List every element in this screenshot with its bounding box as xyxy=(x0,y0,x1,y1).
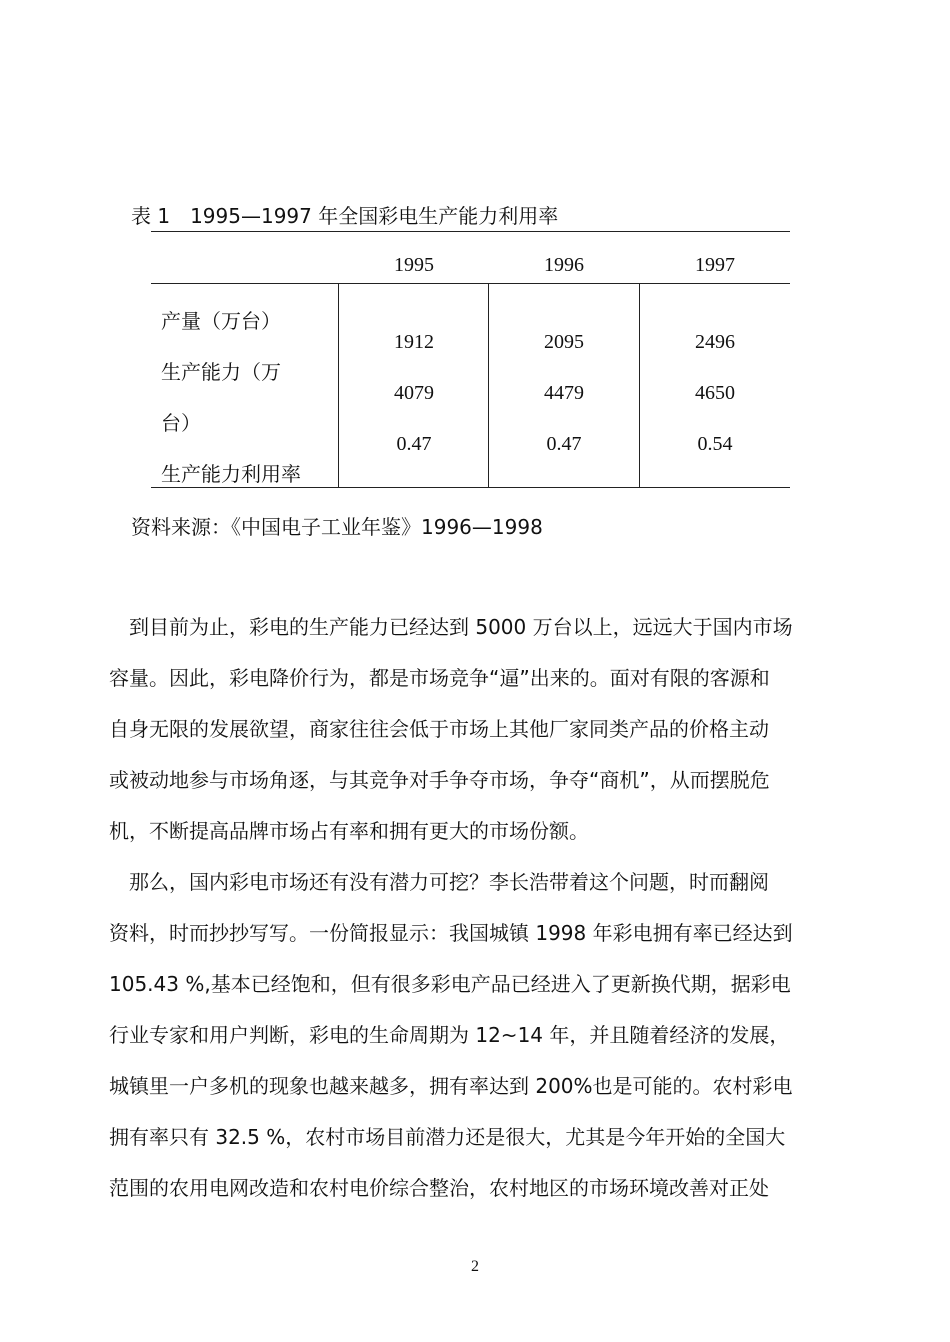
paragraph-line: 机，不断提高品牌市场占有率和拥有更大的市场份额。 xyxy=(109,819,589,843)
table-source: 资料来源：《中国电子工业年鉴》1996—1998 xyxy=(131,515,543,539)
table-cell: 0.54 xyxy=(697,433,733,455)
paragraph-line: 自身无限的发展欲望，商家往往会低于市场上其他厂家同类产品的价格主动 xyxy=(109,717,769,741)
paragraph-line: 到目前为止，彩电的生产能力已经达到 5000 万台以上，远远大于国内市场 xyxy=(109,615,793,639)
table-top-rule xyxy=(151,231,790,232)
table-bottom-rule xyxy=(151,487,790,488)
paragraph-line: 那么，国内彩电市场还有没有潜力可挖？李长浩带着这个问题，时而翻阅 xyxy=(109,870,769,894)
table-cell: 2095 xyxy=(544,331,584,353)
table-cell: 4650 xyxy=(695,382,735,404)
row-label-output: 产量（万台） xyxy=(161,309,281,333)
column-header-1997: 1997 xyxy=(695,254,735,276)
paragraph-line: 资料，时而抄抄写写。一份简报显示：我国城镇 1998 年彩电拥有率已经达到 xyxy=(109,921,793,945)
table-cell: 4479 xyxy=(544,382,584,404)
table-cell: 4079 xyxy=(394,382,434,404)
table-cell: 0.47 xyxy=(546,433,582,455)
paragraph-line: 容量。因此，彩电降价行为，都是市场竞争“逼”出来的。面对有限的客源和 xyxy=(109,666,770,690)
table-caption: 表 1 1995—1997 年全国彩电生产能力利用率 xyxy=(131,204,559,228)
row-label-capacity-line1: 生产能力（万 xyxy=(161,360,281,384)
page-number: 2 xyxy=(471,1258,479,1275)
paragraph-line: 范围的农用电网改造和农村电价综合整治，农村地区的市场环境改善对正处 xyxy=(109,1176,769,1200)
paragraph-line: 行业专家和用户判断，彩电的生命周期为 12~14 年，并且随着经济的发展， xyxy=(109,1023,790,1047)
column-header-1996: 1996 xyxy=(544,254,584,276)
table-cell: 2496 xyxy=(695,331,735,353)
table-cell: 1912 xyxy=(394,331,434,353)
row-label-utilization: 生产能力利用率 xyxy=(161,462,301,486)
row-label-capacity-line2: 台） xyxy=(161,411,201,435)
table-header-rule xyxy=(151,283,790,284)
paragraph-line: 城镇里一户多机的现象也越来越多，拥有率达到 200%也是可能的。农村彩电 xyxy=(109,1074,793,1098)
table-cell: 0.47 xyxy=(396,433,432,455)
paragraph-line: 105.43 %,基本已经饱和，但有很多彩电产品已经进入了更新换代期，据彩电 xyxy=(109,972,791,996)
paragraph-line: 或被动地参与市场角逐，与其竞争对手争夺市场，争夺“商机”，从而摆脱危 xyxy=(109,768,770,792)
paragraph-line: 拥有率只有 32.5 %，农村市场目前潜力还是很大，尤其是今年开始的全国大 xyxy=(109,1125,786,1149)
column-header-1995: 1995 xyxy=(394,254,434,276)
